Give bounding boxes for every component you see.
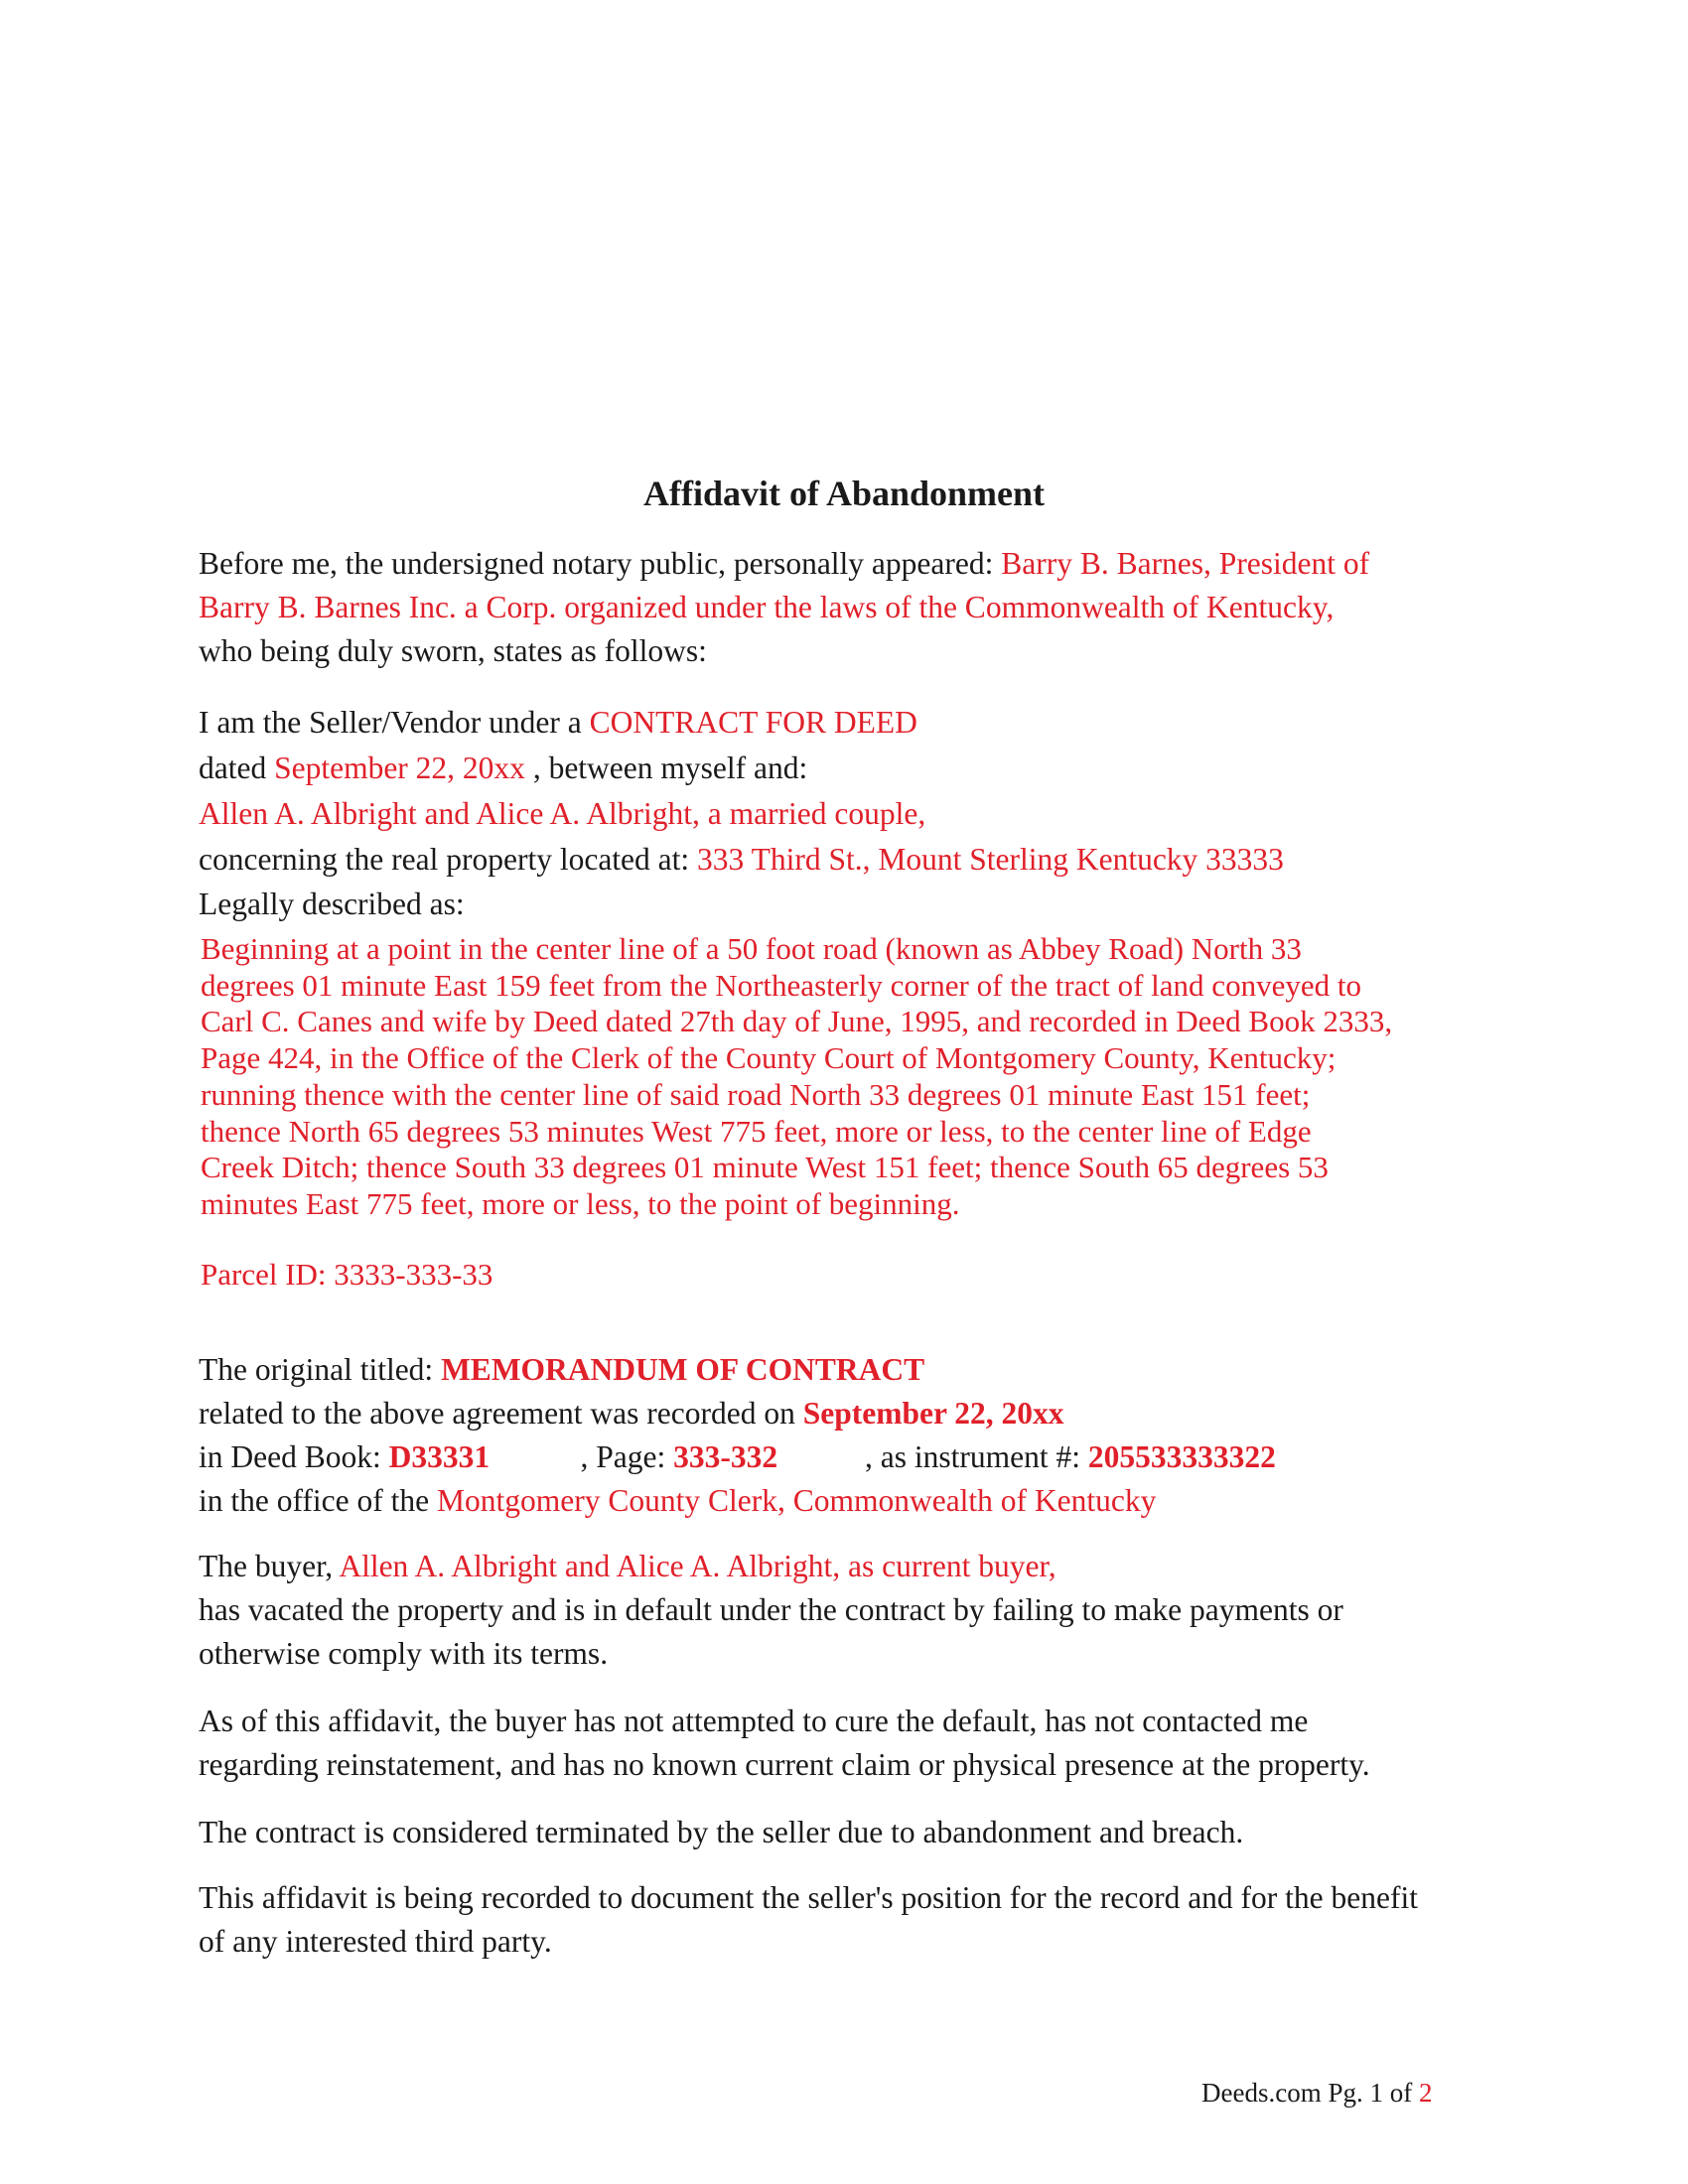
- legal-line: running thence with the center line of said road North 33 degrees 01 minute East 151 feet;: [201, 1076, 1311, 1112]
- deed-page: 333-332: [673, 1439, 778, 1474]
- legal-lead: Legally described as:: [199, 887, 465, 921]
- current-buyer: Allen A. Albright and Alice A. Albright, as current buyer,: [339, 1549, 1056, 1583]
- buyers-names: Allen A. Albright and Alice A. Albright, a married couple,: [199, 796, 926, 831]
- contract-date: September 22, 20xx: [274, 751, 525, 785]
- recorded-date: September 22, 20xx: [802, 1396, 1064, 1431]
- default-line: has vacated the property and is in default under the contract by failing to make payments or: [199, 1592, 1343, 1627]
- purpose-paragraph: [199, 1876, 1509, 1964]
- intro-lead: Before me, the undersigned notary public, personally appeared:: [199, 546, 994, 581]
- sworn-statement: who being duly sworn, states as follows:: [199, 633, 707, 668]
- instrument-label: , as instrument #:: [864, 1439, 1080, 1474]
- contract-paragraph: [199, 701, 1509, 926]
- deed-book: D33331: [388, 1439, 491, 1474]
- terminated-paragraph: [199, 1811, 1509, 1854]
- property-lead: concerning the real property located at:: [199, 842, 690, 877]
- footer-page-label: Pg. 1 of: [1328, 2078, 1413, 2108]
- intro-paragraph: [199, 542, 1509, 673]
- book-label: in Deed Book:: [199, 1439, 381, 1474]
- original-title: MEMORANDUM OF CONTRACT: [441, 1352, 925, 1387]
- footer-total-pages: 2: [1418, 2078, 1433, 2108]
- terminated-line: The contract is considered terminated by the seller due to abandonment and breach.: [199, 1815, 1244, 1849]
- recording-paragraph: [199, 1348, 1509, 1523]
- original-lead: The original titled:: [199, 1352, 434, 1387]
- legal-line: Carl C. Canes and wife by Deed dated 27th day of June, 1995, and recorded in Deed Book 2333,: [201, 1004, 1393, 1039]
- default-line: otherwise comply with its terms.: [199, 1636, 609, 1671]
- recorded-lead: related to the above agreement was recorded on: [199, 1396, 795, 1431]
- between-text: , between myself and:: [532, 751, 808, 785]
- office-lead: in the office of the: [199, 1483, 430, 1518]
- instrument-number: 205533333322: [1087, 1439, 1276, 1474]
- legal-line: degrees 01 minute East 159 feet from the Northeasterly corner of the tract of land conveyed to: [201, 967, 1361, 1003]
- page-footer: [1201, 2077, 1499, 2109]
- affiant-name: Barry B. Barnes, President of: [1001, 546, 1370, 581]
- recording-office: Montgomery County Clerk, Commonwealth of Kentucky: [436, 1483, 1157, 1518]
- dated-label: dated: [199, 751, 267, 785]
- legal-description: [201, 931, 1491, 1223]
- footer-site: Deeds.com: [1201, 2078, 1322, 2108]
- page-label: , Page:: [580, 1439, 666, 1474]
- purpose-line: This affidavit is being recorded to document the seller's position for the record and for the benefit: [199, 1880, 1418, 1915]
- purpose-line: of any interested third party.: [199, 1924, 552, 1959]
- parcel-id: Parcel ID: 3333-333-33: [201, 1257, 493, 1292]
- no-cure-line: As of this affidavit, the buyer has not attempted to cure the default, has not contacted me: [199, 1704, 1309, 1738]
- legal-line: Creek Ditch; thence South 33 degrees 01 minute West 151 feet; thence South 65 degrees 53: [201, 1150, 1329, 1185]
- contract-lead: I am the Seller/Vendor under a: [199, 705, 582, 740]
- no-cure-paragraph: [199, 1700, 1509, 1787]
- property-address: 333 Third St., Mount Sterling Kentucky 33333: [697, 842, 1284, 877]
- legal-line: thence North 65 degrees 53 minutes West 775 feet, more or less, to the center line of Edge: [201, 1113, 1312, 1149]
- affiant-entity: Barry B. Barnes Inc. a Corp. organized under the laws of the Commonwealth of Kentucky,: [199, 590, 1335, 624]
- buyer-default-paragraph: [199, 1545, 1509, 1676]
- no-cure-line: regarding reinstatement, and has no known current claim or physical presence at the property.: [199, 1747, 1370, 1782]
- contract-type: CONTRACT FOR DEED: [589, 705, 917, 740]
- document-title: Affidavit of Abandonment: [642, 474, 1046, 513]
- legal-line: Beginning at a point in the center line of a 50 foot road (known as Abbey Road) North 33: [201, 931, 1302, 966]
- buyer-lead: The buyer,: [199, 1549, 334, 1583]
- legal-line: minutes East 775 feet, more or less, to the point of beginning.: [201, 1185, 960, 1221]
- legal-line: Page 424, in the Office of the Clerk of the County Court of Montgomery County, Kentucky;: [201, 1040, 1336, 1076]
